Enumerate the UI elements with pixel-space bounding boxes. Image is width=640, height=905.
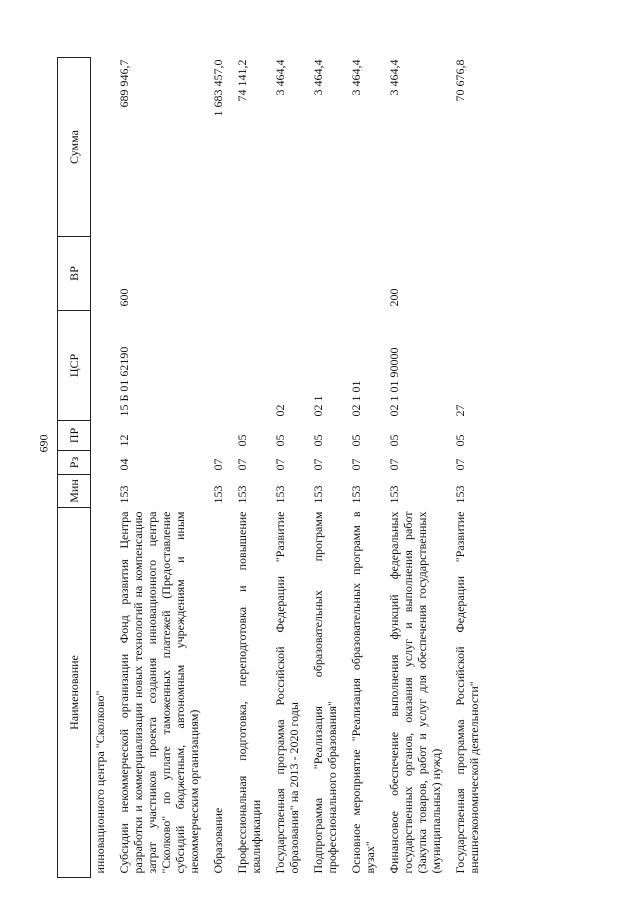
row-csr <box>229 311 267 421</box>
row-pr <box>205 421 229 451</box>
table-row <box>91 58 112 878</box>
row-csr: 27 <box>453 404 467 417</box>
row-name: инновационного центра "Сколково" <box>93 690 107 874</box>
row-csr: 02 1 01 <box>349 380 363 417</box>
row-pr: 05 <box>349 434 363 447</box>
row-csr: 02 <box>273 404 287 417</box>
table-body <box>91 58 486 878</box>
row-pr: 05 <box>453 434 467 447</box>
row-rz: 07 <box>235 458 249 471</box>
row-name: Государственная программа Российской Федерации "Развитие образования" на 2013 - 2020 годы <box>273 511 301 874</box>
row-vr <box>305 237 343 311</box>
row-min: 153 <box>387 485 401 504</box>
row-vr <box>91 237 112 311</box>
row-min: 153 <box>117 485 131 504</box>
row-csr: 02 1 <box>311 395 325 417</box>
row-csr <box>91 311 112 421</box>
row-name: Профессиональная подготовка, переподготовка и повышение квалификации <box>235 511 263 874</box>
row-rz: 07 <box>349 458 363 471</box>
header-sum: Сумма <box>58 58 91 237</box>
row-rz: 07 <box>211 458 225 471</box>
header-csr: ЦСР <box>58 311 91 421</box>
header-pr: ПР <box>58 421 91 451</box>
row-csr: 02 1 01 90000 <box>387 347 401 417</box>
row-name: Государственная программа Российской Федерации "Развитие внешнеэкономической деятельности" <box>453 511 481 874</box>
row-vr: 600 <box>117 288 131 307</box>
header-min: Мин <box>58 475 91 508</box>
row-sum <box>91 58 112 237</box>
row-min: 153 <box>273 485 287 504</box>
row-name: Основное мероприятие "Реализация образовательных программ в вузах" <box>349 511 377 874</box>
row-sum: 3 464,4 <box>387 59 401 96</box>
page-number: 690 <box>36 434 51 453</box>
row-pr: 05 <box>235 434 249 447</box>
row-vr <box>447 237 485 311</box>
row-pr: 12 <box>117 434 131 447</box>
row-vr <box>343 237 381 311</box>
row-name: Финансовое обеспечение выполнения функций федеральных государственных органов, оказания услуг и выполнения работ (Закупка товаров, работ и услуг для обеспечения государственных (муниципальных) нужд) <box>387 511 443 874</box>
row-min: 153 <box>235 485 249 504</box>
row-pr: 05 <box>387 434 401 447</box>
row-csr: 15 Б 01 62190 <box>117 346 131 417</box>
row-name: Образование <box>211 807 225 874</box>
row-sum: 74 141,2 <box>235 59 249 102</box>
row-min: 153 <box>211 485 225 504</box>
row-sum: 1 683 457,0 <box>211 59 225 117</box>
header-vr: ВР <box>58 237 91 311</box>
row-vr <box>205 237 229 311</box>
row-rz: 07 <box>273 458 287 471</box>
rotated-page-content <box>57 38 587 878</box>
row-rz: 07 <box>387 458 401 471</box>
row-vr <box>229 237 267 311</box>
row-name: Подпрограмма "Реализация образовательных программ профессионального образования" <box>311 511 339 874</box>
row-min: 153 <box>453 485 467 504</box>
table-row <box>267 58 305 878</box>
row-vr <box>267 237 305 311</box>
header-name: Наименование <box>58 508 91 878</box>
table-row <box>205 58 229 878</box>
table-row <box>381 58 447 878</box>
row-sum: 70 676,8 <box>453 59 467 102</box>
row-pr: 05 <box>273 434 287 447</box>
row-rz: 04 <box>117 458 131 471</box>
table-header <box>58 58 91 878</box>
row-rz: 07 <box>311 458 325 471</box>
row-sum: 689 946,7 <box>117 59 131 108</box>
row-sum: 3 464,4 <box>311 59 325 96</box>
row-sum: 3 464,4 <box>349 59 363 96</box>
row-vr: 200 <box>387 288 401 307</box>
row-pr: 05 <box>311 434 325 447</box>
header-rz: Рз <box>58 451 91 475</box>
table-row <box>111 58 205 878</box>
table-row <box>447 58 485 878</box>
budget-table <box>57 57 485 878</box>
row-name: Субсидии некоммерческой организации Фонд развития Центра разработки и коммерциализации новых технологий на компенсацию затрат участников проекта создания инновационного центра "Сколково" по уплате таможенных платежей (Предоставление субсидий бюджетным, автономным учреждениям и иным некоммерческим организациям) <box>117 511 201 874</box>
row-rz <box>91 451 112 475</box>
row-rz: 07 <box>453 458 467 471</box>
row-min <box>91 475 112 508</box>
row-csr <box>205 311 229 421</box>
row-min: 153 <box>311 485 325 504</box>
row-sum: 3 464,4 <box>273 59 287 96</box>
table-row <box>343 58 381 878</box>
row-pr <box>91 421 112 451</box>
row-min: 153 <box>349 485 363 504</box>
table-row <box>305 58 343 878</box>
table-row <box>229 58 267 878</box>
